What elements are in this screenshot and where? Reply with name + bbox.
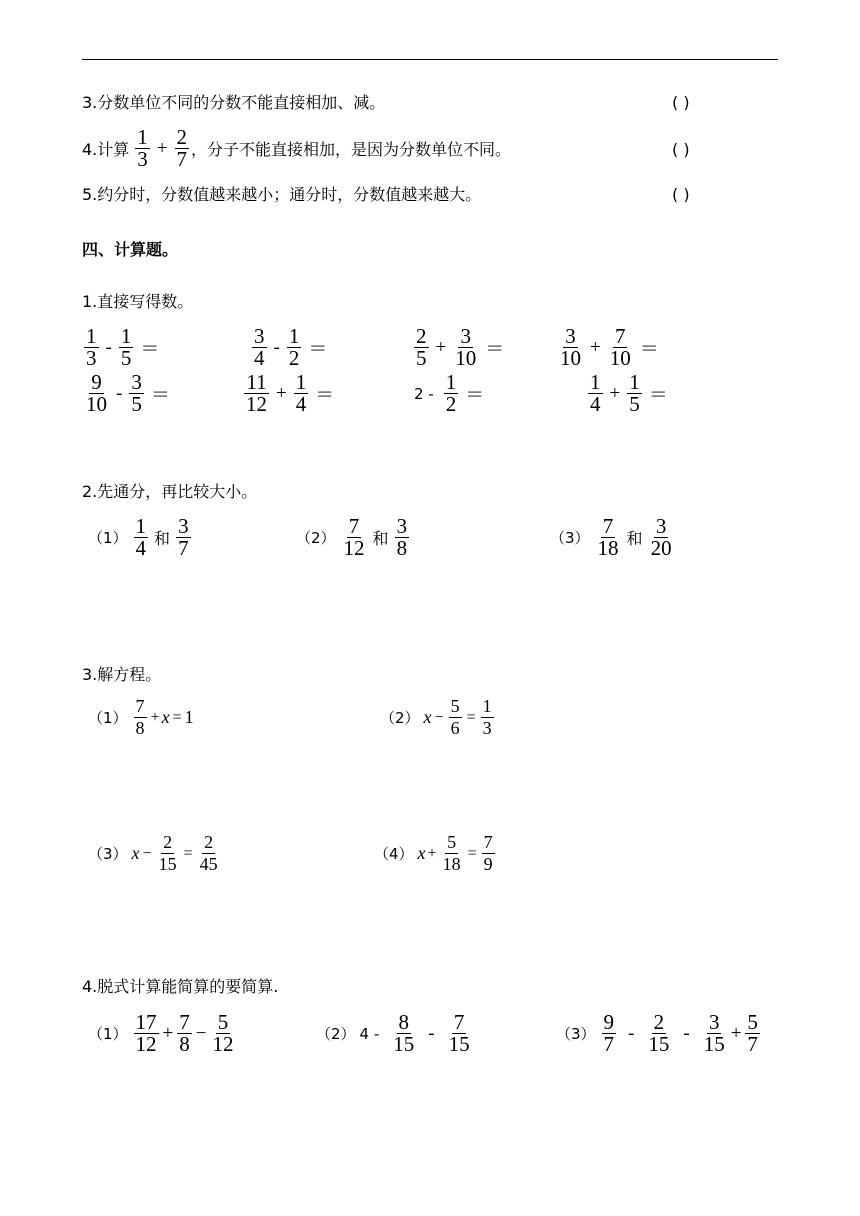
numerator: 7 — [453, 1010, 465, 1034]
operator: − — [195, 1022, 207, 1044]
operator: + — [156, 137, 168, 159]
denominator: 10 — [609, 346, 631, 370]
judge-item-3: 3.分数单位不同的分数不能直接相加、减。 — [82, 93, 386, 112]
numerator: 1 — [445, 370, 457, 394]
q4-expr-2 — [316, 1012, 474, 1055]
connector-text: 2 - — [414, 384, 434, 403]
numerator: 2 — [204, 832, 214, 852]
q3-equation-3 — [88, 832, 222, 875]
denominator: 15 — [448, 1032, 470, 1056]
operator: ＝ — [140, 339, 160, 360]
numerator: 7 — [602, 514, 614, 538]
denominator: 5 — [629, 392, 640, 416]
fraction — [602, 1012, 617, 1055]
operator: - — [105, 336, 112, 358]
denominator: 4 — [590, 392, 601, 416]
denominator: 2 — [445, 392, 457, 416]
fraction — [157, 832, 179, 875]
numerator: 17 — [135, 1010, 157, 1034]
fraction — [134, 1012, 159, 1055]
numerator: 3 — [131, 370, 142, 394]
denominator: 18 — [597, 536, 619, 560]
operator: ＝ — [315, 385, 335, 406]
denominator: 12 — [343, 536, 365, 560]
denominator: 12 — [246, 392, 267, 416]
denominator: 10 — [455, 346, 477, 370]
numerator: 5 — [450, 696, 460, 716]
numerator: 1 — [135, 514, 147, 538]
fraction — [649, 516, 674, 559]
denominator: 7 — [176, 147, 187, 171]
operator: = — [466, 708, 476, 726]
connector-text: 4 - — [359, 1024, 380, 1043]
fraction — [414, 326, 429, 369]
numerator: 2 — [416, 324, 427, 348]
fraction — [453, 326, 478, 369]
judge-item-5: 5.约分时，分数值越来越小；通分时，分数值越来越大。 — [82, 185, 482, 204]
numerator: 3 — [178, 514, 189, 538]
numerator: 1 — [590, 370, 601, 394]
q2-title: 2.先通分，再比较大小。 — [82, 482, 258, 501]
operator: ＝ — [648, 385, 668, 406]
q4-expr-1 — [88, 1012, 237, 1055]
fraction — [287, 326, 302, 369]
fraction — [129, 372, 144, 415]
judge-item-4 — [82, 127, 515, 170]
operator: - — [116, 382, 123, 404]
fraction — [558, 326, 583, 369]
denominator: 4 — [295, 392, 307, 416]
operator: = — [183, 844, 193, 862]
q1-expr-6 — [242, 372, 339, 415]
operator: − — [434, 708, 444, 726]
fraction — [119, 326, 134, 369]
denominator: 3 — [137, 147, 148, 171]
fraction — [395, 516, 410, 559]
denominator: 6 — [450, 718, 460, 738]
fraction — [481, 696, 494, 739]
q4-title: 4.脱式计算能简算的要简算. — [82, 977, 279, 996]
q3-equation-2 — [380, 696, 496, 739]
operator: = — [467, 844, 477, 862]
item-label: （3） — [88, 845, 128, 863]
numerator: 7 — [614, 324, 626, 348]
item-label: （1） — [88, 529, 128, 547]
operator: - — [428, 1022, 435, 1044]
fraction — [444, 372, 459, 415]
variable: x — [423, 707, 432, 727]
denominator: 15 — [393, 1032, 415, 1056]
operator: + — [609, 382, 621, 404]
fraction — [596, 516, 621, 559]
fraction — [294, 372, 309, 415]
numerator: 1 — [120, 324, 132, 348]
denominator: 7 — [747, 1032, 758, 1056]
denominator: 8 — [179, 1032, 190, 1056]
denominator: 15 — [703, 1032, 725, 1056]
numerator: 2 — [176, 125, 187, 149]
item-label: （1） — [88, 709, 128, 727]
operator: ＝ — [465, 385, 485, 406]
fraction — [198, 832, 220, 875]
numerator: 5 — [747, 1010, 758, 1034]
numerator: 11 — [246, 370, 267, 394]
numerator: 3 — [254, 324, 265, 348]
numerator: 3 — [565, 324, 576, 348]
fraction — [177, 1012, 192, 1055]
q1-expr-2 — [250, 326, 332, 369]
fraction — [449, 696, 462, 739]
numerator: 1 — [86, 324, 97, 348]
denominator: 2 — [288, 346, 300, 370]
fraction — [252, 326, 267, 369]
variable: x — [417, 843, 426, 863]
fraction — [627, 372, 642, 415]
answer-paren-4[interactable]: ( ) — [672, 140, 690, 159]
q1-expr-5 — [82, 372, 175, 415]
fraction — [135, 127, 150, 170]
operator: ＝ — [639, 339, 659, 360]
q1-expr-4 — [556, 326, 664, 369]
item-label: （3） — [556, 1025, 596, 1043]
fraction — [441, 832, 463, 875]
connector-text: 4.计算 — [82, 140, 130, 159]
fraction — [702, 1012, 727, 1055]
operator: - — [628, 1022, 635, 1044]
denominator: 7 — [178, 536, 189, 560]
numerator: 1 — [629, 370, 640, 394]
numerator: 1 — [288, 324, 300, 348]
numerator: 5 — [447, 832, 457, 852]
numerator: 3 — [460, 324, 471, 348]
connector-text: 和 — [626, 529, 643, 548]
q3-equation-4 — [374, 832, 497, 875]
q2-item-3 — [550, 516, 676, 559]
denominator: 5 — [131, 392, 142, 416]
item-label: （3） — [550, 529, 590, 547]
numerator: 3 — [396, 514, 408, 538]
operator: + — [162, 1022, 174, 1044]
fraction — [84, 326, 99, 369]
variable: x — [131, 843, 140, 863]
denominator: 18 — [442, 854, 461, 874]
operator: + — [427, 844, 437, 862]
numerator: 1 — [295, 370, 307, 394]
section-title: 四、计算题。 — [82, 240, 179, 259]
operator: - — [273, 336, 280, 358]
fraction — [176, 516, 191, 559]
denominator: 7 — [603, 1032, 615, 1056]
answer-paren-3[interactable]: ( ) — [672, 93, 690, 112]
variable: x — [161, 707, 170, 727]
fraction — [84, 372, 109, 415]
operator: + — [276, 382, 287, 404]
operator: ＝ — [308, 339, 328, 360]
denominator: 5 — [416, 346, 427, 370]
fraction — [745, 1012, 760, 1055]
numerator: 3 — [708, 1010, 720, 1034]
fraction — [482, 832, 495, 875]
fraction — [447, 1012, 472, 1055]
item-label: （2） — [380, 709, 420, 727]
denominator: 9 — [483, 854, 493, 874]
fraction — [244, 372, 269, 415]
fraction — [175, 127, 190, 170]
denominator: 12 — [135, 1032, 157, 1056]
q2-item-2 — [296, 516, 411, 559]
denominator: 8 — [396, 536, 408, 560]
fraction — [608, 326, 633, 369]
fraction — [134, 516, 149, 559]
numerator: 9 — [603, 1010, 615, 1034]
numerator: 8 — [398, 1010, 410, 1034]
operator: + — [435, 336, 447, 358]
q1-expr-7 — [414, 372, 489, 415]
q4-expr-3 — [556, 1012, 762, 1055]
connector-text: ，分子不能直接相加，是因为分数单位不同。 — [191, 140, 512, 159]
denominator: 5 — [120, 346, 132, 370]
item-label: （1） — [88, 1025, 128, 1043]
numerator: 7 — [135, 696, 145, 716]
operator: + — [590, 336, 601, 358]
operator: + — [730, 1022, 742, 1044]
numerator: 9 — [91, 370, 102, 394]
connector-text: 和 — [372, 529, 389, 548]
q1-title: 1.直接写得数。 — [82, 292, 194, 311]
numerator: 1 — [137, 125, 148, 149]
operator: − — [142, 844, 152, 862]
denominator: 10 — [86, 392, 107, 416]
fraction — [588, 372, 603, 415]
connector-text: 和 — [154, 529, 171, 548]
q2-item-1 — [88, 516, 193, 559]
operator: - — [683, 1022, 690, 1044]
denominator: 10 — [560, 346, 581, 370]
denominator: 45 — [199, 854, 218, 874]
denominator: 20 — [650, 536, 672, 560]
numerator: 5 — [217, 1010, 229, 1034]
numerator: 3 — [655, 514, 667, 538]
q3-title: 3.解方程。 — [82, 665, 162, 684]
operator: ＝ — [485, 339, 505, 360]
header-rule — [82, 59, 778, 60]
numerator: 1 — [482, 696, 492, 716]
q1-expr-1 — [82, 326, 164, 369]
fraction — [210, 1012, 235, 1055]
item-label: （2） — [316, 1025, 356, 1043]
fraction — [342, 516, 367, 559]
q1-expr-8 — [586, 372, 673, 415]
q3-equation-1: （1） $\frac{7}{8}$ + x = 1 — [88, 696, 194, 738]
answer-paren-5[interactable]: ( ) — [672, 185, 690, 204]
fraction — [646, 1012, 671, 1055]
denominator: 4 — [135, 536, 147, 560]
denominator: 12 — [212, 1032, 234, 1056]
operator: + — [150, 708, 160, 726]
item-label: （4） — [374, 845, 414, 863]
denominator: 15 — [648, 1032, 670, 1056]
numerator: 2 — [653, 1010, 665, 1034]
numerator: 7 — [348, 514, 360, 538]
denominator: 4 — [254, 346, 265, 370]
denominator: 3 — [482, 718, 492, 738]
numerator: 7 — [179, 1010, 190, 1034]
denominator: 15 — [158, 854, 177, 874]
q1-expr-3 — [412, 326, 509, 369]
denominator: 8 — [135, 718, 145, 738]
fraction — [391, 1012, 416, 1055]
numerator: 2 — [163, 832, 173, 852]
fraction — [134, 696, 147, 739]
operator: ＝ — [150, 385, 170, 406]
numerator: 7 — [483, 832, 493, 852]
item-label: （2） — [296, 529, 336, 547]
operator: = — [172, 708, 182, 726]
denominator: 3 — [86, 346, 97, 370]
